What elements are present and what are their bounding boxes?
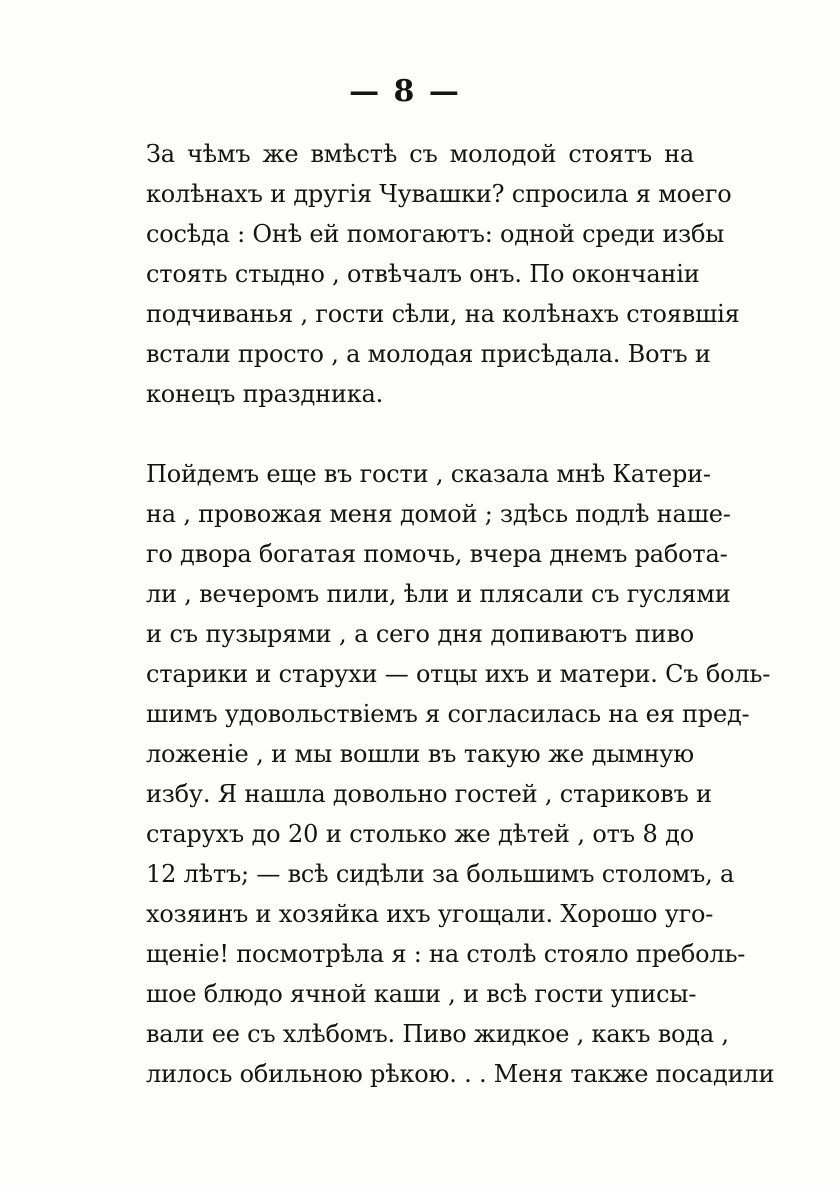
text-line: Пойдемъ еще въ гости , сказала мнѣ Катери-: [146, 460, 711, 488]
text-line: вали ее съ хлѣбомъ. Пиво жидкое , какъ вода ,: [146, 1020, 729, 1048]
text-line: шимъ удовольствіемъ я согласилась на ея пред-: [146, 700, 750, 728]
text-line: шое блюдо ячной каши , и всѣ гости уписы-: [146, 980, 697, 1008]
text-line: лилось обильною рѣкою. . . Меня также посадили: [146, 1060, 775, 1088]
text-line: старухъ до 20 и столько же дѣтей , отъ 8 до: [146, 820, 694, 848]
page-number: — 8 —: [349, 74, 461, 109]
paragraph-1: [146, 134, 740, 414]
text-line: сосѣда : Онѣ ей помогаютъ: одной среди избы: [146, 220, 725, 248]
text-line: ли , вечеромъ пили, ѣли и плясали съ гуслями: [146, 580, 731, 608]
text-line: стоять стыдно , отвѣчалъ онъ. По окончаніи: [146, 260, 700, 288]
text-line: избу. Я нашла довольно гостей , стариковъ и: [146, 780, 712, 808]
text-line: старики и старухи — отцы ихъ и матери. Съ боль-: [146, 660, 771, 688]
text-line: го двора богатая помочь, вчера днемъ работа-: [146, 540, 728, 568]
text-line: хозяинъ и хозяйка ихъ угощали. Хорошо уго-: [146, 900, 714, 928]
text-line: За чѣмъ же вмѣстѣ съ молодой стоятъ на: [146, 140, 694, 168]
text-line: конецъ праздника.: [146, 380, 384, 408]
text-line: на , провожая меня домой ; здѣсь подлѣ наше-: [146, 500, 731, 528]
text-line: встали просто , а молодая присѣдала. Вотъ и: [146, 340, 711, 368]
text-line: 12 лѣтъ; — всѣ сидѣли за большимъ столомъ, а: [146, 860, 735, 888]
text-line: ложеніе , и мы вошли въ такую же дымную: [146, 740, 694, 768]
text-line: щеніе! посмотрѣла я : на столѣ стояло преболь-: [146, 940, 746, 968]
text-line: и съ пузырями , а сего дня допиваютъ пиво: [146, 620, 694, 648]
text-line: колѣнахъ и другія Чувашки? спросила я моего: [146, 180, 732, 208]
paragraph-2: [146, 454, 775, 1094]
text-line: подчиванья , гости сѣли, на колѣнахъ стоявшія: [146, 300, 740, 328]
